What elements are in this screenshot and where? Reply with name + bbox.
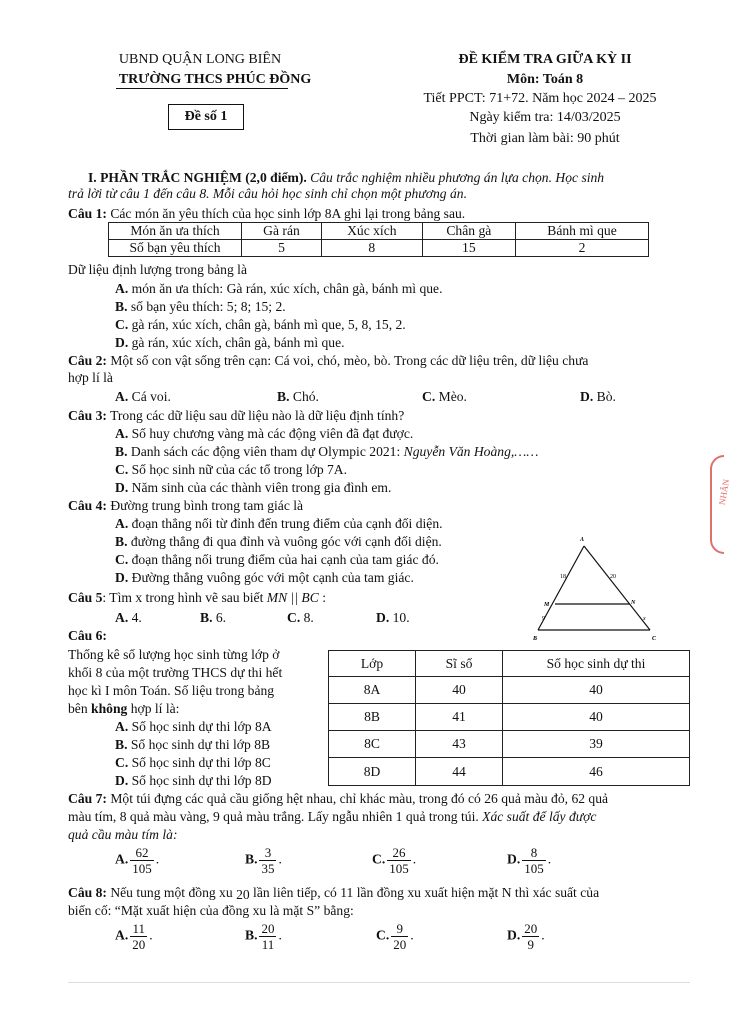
q4-text: Đường trung bình trong tam giác là (110, 498, 304, 513)
q6-table-cell: 39 (503, 731, 690, 758)
option-letter: D. (115, 335, 129, 350)
denominator: 35 (261, 861, 275, 876)
q7-text-2 (68, 809, 596, 825)
school-name: TRƯỜNG THCS PHÚC ĐỒNG (118, 72, 312, 87)
footer-divider (68, 982, 690, 983)
option-text: Số học sinh dự thi lớp 8B (130, 737, 271, 752)
option-letter: B. (115, 444, 128, 459)
triangle-figure (528, 532, 668, 644)
q5-label: Câu 5 (68, 590, 103, 605)
stamp-text: NHÂN (716, 478, 731, 506)
q6-text-4 (68, 701, 179, 717)
fraction (259, 845, 276, 876)
denominator: 105 (132, 861, 152, 876)
option-text: Số học sinh dự thi lớp 8A (131, 719, 272, 734)
numerator: 20 (261, 921, 275, 936)
option-text: 8. (303, 610, 314, 625)
option-letter: D. (507, 927, 521, 943)
q1-table-cell: 8 (321, 240, 422, 257)
q6-table (328, 650, 690, 786)
q1-option-d[interactable] (115, 335, 345, 351)
option-text: Bò. (596, 389, 616, 404)
q5-condition: MN || BC (266, 590, 319, 605)
q7-text-1: Một túi đựng các quả cầu giống hệt nhau, chỉ khác màu, trong đó có 26 quả màu đỏ, 62 quả (110, 791, 609, 806)
q5-tail: : (318, 590, 326, 605)
option-letter: A. (115, 851, 129, 867)
option-letter: B. (115, 737, 128, 752)
q1-text: Các món ăn yêu thích của học sinh lớp 8A ghi lại trong bảng sau. (110, 206, 466, 221)
q1-option-b[interactable] (115, 299, 286, 315)
fraction (130, 845, 154, 876)
fraction (259, 921, 276, 952)
q1-table-cell: 2 (516, 240, 649, 257)
option-text: Số học sinh dự thi lớp 8D (131, 773, 272, 788)
q3-option-b[interactable] (115, 444, 538, 460)
q2-text-2: hợp lí là (68, 370, 113, 385)
q3-option-a[interactable] (115, 426, 413, 442)
q6-table-cell: 40 (416, 677, 503, 704)
section1-title: I. PHẦN TRẮC NGHIỆM (2,0 điểm). (88, 170, 307, 185)
q6-table-head: Sĩ số (416, 651, 503, 677)
option-letter: B. (245, 927, 258, 943)
option-letter: C. (115, 462, 129, 477)
option-letter: D. (507, 851, 521, 867)
fraction (391, 921, 408, 952)
q8-option-a[interactable]: A. $\frac{11}{20}$ . (115, 921, 153, 952)
numerator: 3 (259, 845, 276, 861)
option-letter: B. (115, 534, 128, 549)
vertex-a: A (580, 537, 585, 543)
q8-text-1a: Nếu tung một đồng xu (110, 885, 237, 900)
q3-label: Câu 3: (68, 408, 107, 423)
q1-table-cell: Bánh mì que (516, 223, 649, 240)
fraction (387, 845, 411, 876)
q3-text: Trong các dữ liệu sau dữ liệu nào là dữ liệu định tính? (110, 408, 405, 423)
option-text: Mèo. (438, 389, 467, 404)
q5-option-d[interactable] (376, 610, 410, 626)
q6-text-4b: không (91, 701, 128, 716)
fraction (130, 921, 147, 952)
q4-question (68, 498, 303, 514)
q2-option-a[interactable] (115, 389, 171, 405)
denominator: 105 (524, 861, 544, 876)
section1-intro-2: trả lời từ câu 1 đến câu 8. Mỗi câu hỏi học sinh chỉ chọn một phương án. (68, 186, 467, 201)
denominator: 20 (132, 937, 146, 952)
q1-table-cell: Số bạn yêu thích (109, 240, 242, 257)
fraction (522, 845, 546, 876)
option-letter: B. (200, 610, 213, 625)
option-letter: C. (376, 927, 390, 943)
numerator: 62 (130, 845, 154, 861)
option-text: Danh sách các động viên tham dự Olympic 2021: (130, 444, 404, 459)
q1-table-cell: 15 (422, 240, 515, 257)
section1-heading (88, 170, 604, 186)
option-letter: C. (372, 851, 386, 867)
option-letter: A. (115, 927, 129, 943)
option-letter: A. (115, 281, 129, 296)
q6-text-4a: bên (68, 701, 92, 716)
option-text: Chó. (292, 389, 319, 404)
numerator: 11 (130, 921, 147, 937)
option-letter: A. (115, 426, 129, 441)
exam-subject: Môn: Toán 8 (506, 72, 584, 87)
q5-text: : Tìm x trong hình vẽ sau biết (102, 590, 267, 605)
q3-option-d[interactable] (115, 480, 391, 496)
q1-option-a[interactable] (115, 281, 443, 297)
exam-period: Tiết PPCT: 71+72. Năm học 2024 – 2025 (423, 91, 657, 106)
label-nc: x (643, 616, 646, 622)
option-letter: B. (115, 299, 128, 314)
q6-table-cell: 46 (503, 758, 690, 786)
option-text-italic: Nguyễn Văn Hoàng,…… (403, 444, 539, 459)
option-text: món ăn ưa thích: Gà rán, xúc xích, chân gà, bánh mì que. (131, 281, 443, 296)
q3-option-c[interactable] (115, 462, 347, 478)
school-district: UBND QUẬN LONG BIÊN (118, 52, 282, 67)
option-letter: A. (115, 610, 129, 625)
option-letter: C. (287, 610, 301, 625)
option-letter: B. (245, 851, 258, 867)
q7-question (68, 791, 608, 807)
q8-option-b[interactable]: B. $\frac{20}{11}$ . (245, 921, 282, 952)
q8-option-d[interactable]: D. $\frac{20}{9}$ . (507, 921, 545, 952)
q1-table-cell: Món ăn ưa thích (109, 223, 242, 240)
q2-question (68, 353, 588, 369)
q7-text-3: quả cầu màu tím là: (68, 827, 178, 842)
denominator: 20 (393, 937, 407, 952)
q4-option-d[interactable] (115, 570, 414, 586)
q5-option-b[interactable] (200, 610, 226, 626)
point-m: M (544, 602, 550, 608)
q1-label: Câu 1: (68, 206, 107, 221)
option-text: gà rán, xúc xích, chân gà, bánh mì que. (131, 335, 345, 350)
q4-option-a[interactable] (115, 516, 443, 532)
q6-text-4c: hợp lí là: (127, 701, 180, 716)
option-text: Số học sinh nữ của các tổ trong lớp 7A. (131, 462, 348, 477)
point-n: N (631, 600, 636, 606)
option-text: đoạn thẳng nối từ đỉnh đến trung điểm của cạnh đối diện. (131, 516, 443, 531)
option-text: đoạn thẳng nối trung điểm của hai cạnh của tam giác đó. (131, 552, 439, 567)
vertex-c: C (652, 636, 657, 642)
q2-option-c[interactable] (422, 389, 467, 405)
numerator: 8 (522, 845, 546, 861)
q6-text-3: học kì I môn Toán. Số liệu trong bảng (68, 683, 275, 698)
q4-option-c[interactable] (115, 552, 439, 568)
q1-table-cell: Gà rán (242, 223, 322, 240)
option-text: Cá voi. (131, 389, 171, 404)
q8-text-1c: lần liên tiếp, có 11 lần đồng xu xuất hiện mặt N thì xác suất của (249, 885, 600, 900)
option-letter: A. (115, 516, 129, 531)
q7-label: Câu 7: (68, 791, 107, 806)
q7-option-d[interactable]: D. $\frac{8}{105}$ . (507, 845, 552, 876)
option-text: Số học sinh dự thi lớp 8C (131, 755, 271, 770)
q5-option-a[interactable] (115, 610, 142, 626)
q2-option-b[interactable] (277, 389, 319, 405)
option-letter: A. (115, 719, 129, 734)
option-letter: A. (115, 389, 129, 404)
option-text: gà rán, xúc xích, chân gà, bánh mì que, 5, 8, 15, 2. (131, 317, 406, 332)
option-letter: B. (277, 389, 290, 404)
q8-text-2: biến cố: “Mặt xuất hiện của đồng xu là mặt S” bằng: (68, 903, 354, 918)
option-text: Số huy chương vàng mà các động viên đã đạt được. (131, 426, 414, 441)
q4-option-b[interactable] (115, 534, 442, 550)
option-text: Đường thẳng vuông góc với một cạnh của tam giác. (131, 570, 414, 585)
q5-option-c[interactable] (287, 610, 314, 626)
q1-option-c[interactable] (115, 317, 406, 333)
q6-table-head: Số học sinh dự thi (503, 651, 690, 677)
denominator: 9 (527, 937, 534, 952)
q6-table-head: Lớp (329, 651, 416, 677)
q6-option-c[interactable] (115, 755, 271, 771)
label-am: 18 (560, 574, 566, 580)
side-ac (584, 546, 650, 630)
q6-table-cell: 8C (329, 731, 416, 758)
q6-label: Câu 6: (68, 628, 107, 643)
q6-table-cell: 43 (416, 731, 503, 758)
exam-title: ĐỀ KIỂM TRA GIỮA KỲ II (458, 52, 632, 67)
q4-label: Câu 4: (68, 498, 107, 513)
q1-question (68, 206, 465, 222)
option-text: số bạn yêu thích: 5; 8; 15; 2. (130, 299, 286, 314)
vertex-b: B (533, 636, 538, 642)
q7-option-b[interactable]: B. $\frac{3}{35}$ . (245, 845, 282, 876)
q6-table-cell: 41 (416, 704, 503, 731)
q8-text-1b: 20 (236, 887, 250, 902)
q1-table (108, 222, 649, 257)
q6-option-d[interactable] (115, 773, 272, 789)
q6-table-cell: 40 (503, 677, 690, 704)
q8-label: Câu 8: (68, 885, 107, 900)
q6-table-cell: 40 (503, 704, 690, 731)
option-letter: D. (115, 773, 129, 788)
fraction (522, 921, 539, 952)
q7-text-2a: màu tím, 8 quả màu vàng, 9 quả màu trắng. Lấy ngẫu nhiên 1 quả trong túi. (68, 809, 483, 824)
section1-intro: Câu trắc nghiệm nhiều phương án lựa chọn. Học sinh (310, 170, 605, 185)
option-letter: C. (115, 755, 129, 770)
option-text: đường thẳng đi qua đỉnh và vuông góc với cạnh đối diện. (130, 534, 442, 549)
option-letter: C. (115, 317, 129, 332)
q7-option-c[interactable]: C. $\frac{26}{105}$ . (372, 845, 417, 876)
q6-table-cell: 8D (329, 758, 416, 786)
q6-option-a[interactable] (115, 719, 272, 735)
q6-table-cell: 44 (416, 758, 503, 786)
label-mb: 9 (542, 616, 545, 622)
q3-question (68, 408, 404, 424)
exam-duration: Thời gian làm bài: 90 phút (470, 131, 620, 146)
label-an: 20 (610, 574, 616, 580)
q1-table-cell: 5 (242, 240, 322, 257)
option-letter: D. (580, 389, 594, 404)
q5-question (68, 590, 326, 606)
q7-option-a[interactable]: A. $\frac{62}{105}$ . (115, 845, 160, 876)
option-text: 10. (392, 610, 410, 625)
option-text: 4. (131, 610, 142, 625)
q6-option-b[interactable] (115, 737, 270, 753)
q8-option-c[interactable]: C. $\frac{9}{20}$ . (376, 921, 414, 952)
header-underline (116, 88, 288, 89)
q2-label: Câu 2: (68, 353, 107, 368)
q1-stem: Dữ liệu định lượng trong bảng là (68, 262, 247, 277)
exam-date: Ngày kiểm tra: 14/03/2025 (469, 110, 621, 125)
numerator: 9 (391, 921, 408, 937)
option-text: Năm sinh của các thành viên trong gia đình em. (131, 480, 392, 495)
option-letter: C. (115, 552, 129, 567)
denominator: 105 (389, 861, 409, 876)
option-letter: D. (115, 570, 129, 585)
exam-code-box: Đề số 1 (168, 104, 244, 130)
q6-table-cell: 8B (329, 704, 416, 731)
option-text: 6. (215, 610, 227, 625)
q2-option-d[interactable] (580, 389, 616, 405)
q6-text-1: Thống kê số lượng học sinh từng lớp ở (68, 647, 280, 662)
option-letter: D. (376, 610, 390, 625)
option-letter: D. (115, 480, 129, 495)
q6-table-cell: 8A (329, 677, 416, 704)
red-stamp (710, 455, 731, 554)
q1-table-cell: Chân gà (422, 223, 515, 240)
option-letter: C. (422, 389, 436, 404)
q6-text-2: khối 8 của một trường THCS dự thi hết (68, 665, 283, 680)
denominator: 11 (261, 937, 275, 952)
q8-question (68, 885, 599, 903)
numerator: 20 (524, 921, 538, 936)
numerator: 26 (387, 845, 411, 861)
q2-text: Một số con vật sống trên cạn: Cá voi, chó, mèo, bò. Trong các dữ liệu trên, dữ liệu chưa (110, 353, 589, 368)
q7-text-2b: Xác suất để lấy được (482, 809, 597, 824)
q1-table-cell: Xúc xích (321, 223, 422, 240)
